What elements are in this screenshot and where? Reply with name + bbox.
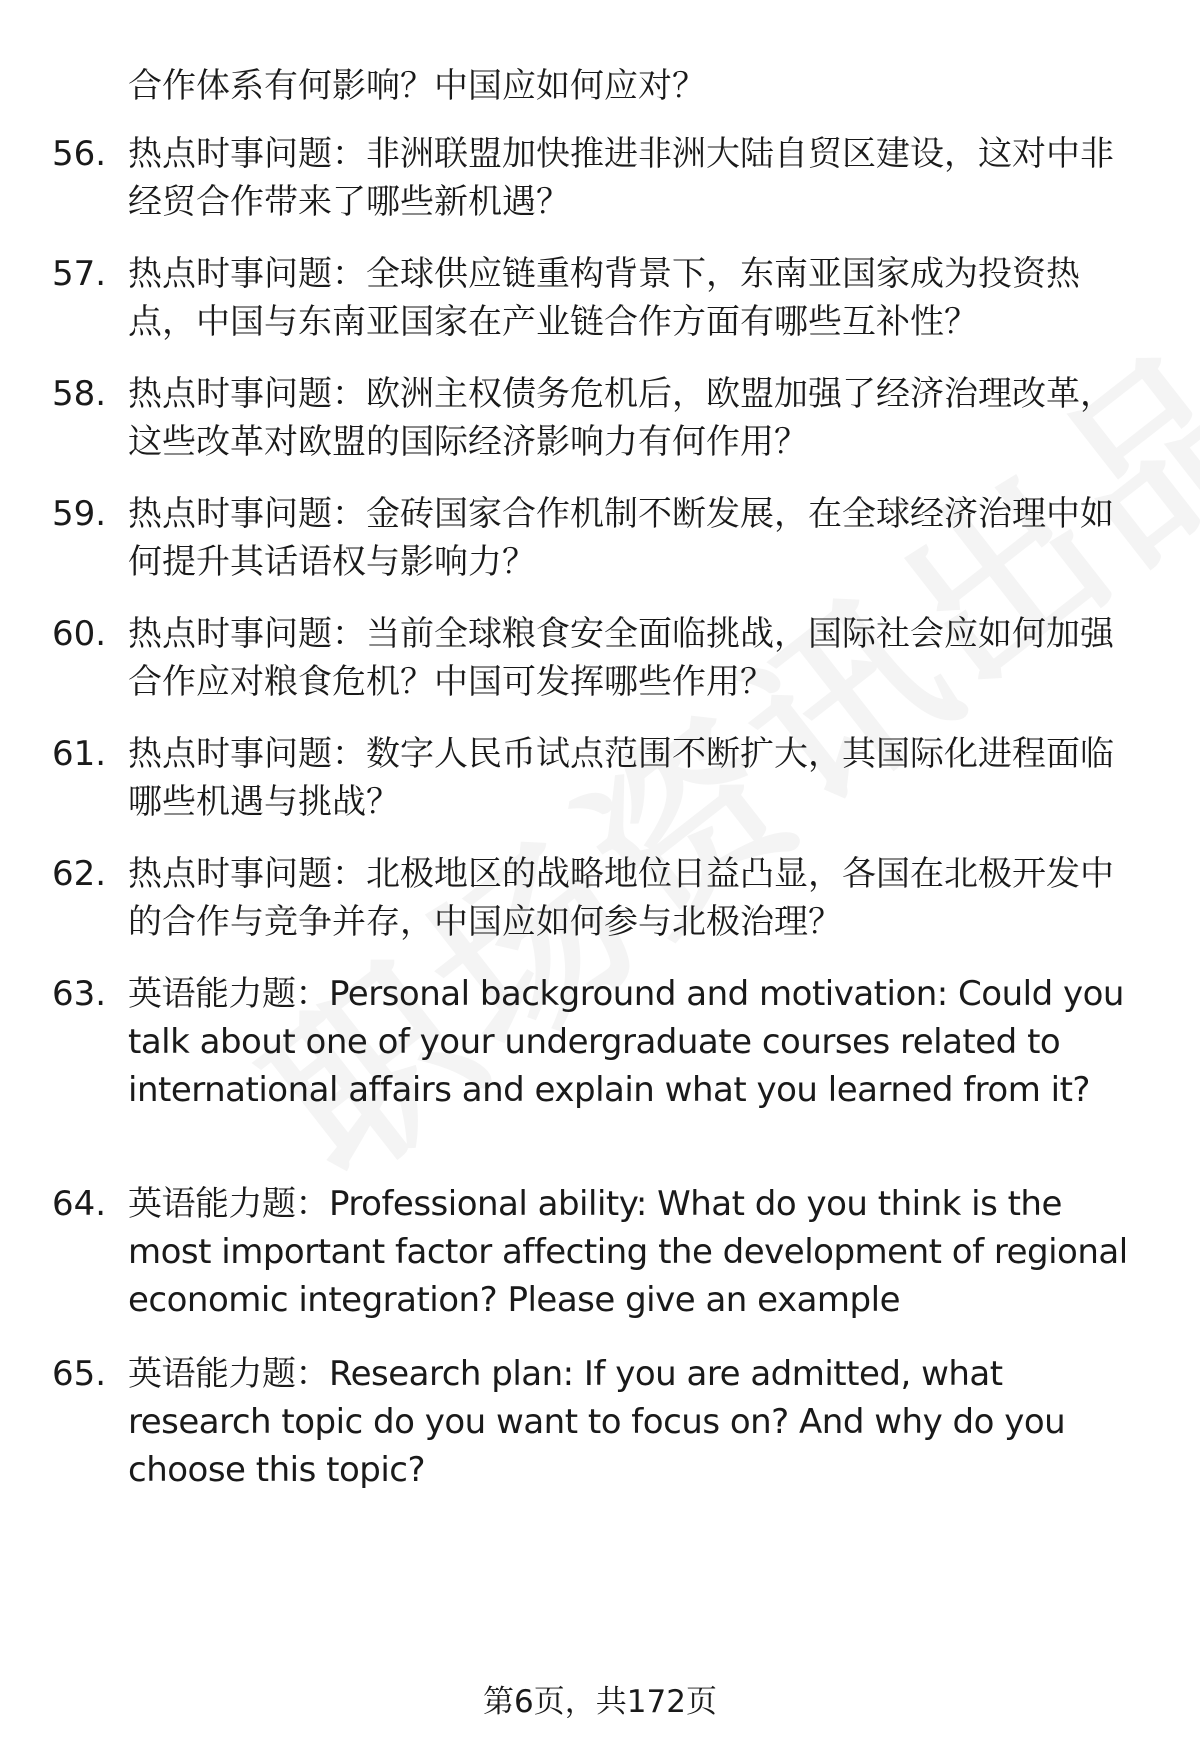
question-number: 58. [52,374,107,414]
question-number: 65. [52,1354,107,1394]
question-number: 61. [52,734,107,774]
question-number: 64. [52,1184,107,1224]
question-text: 英语能力题：Research plan: If you are admitted, what research topic do you want to focus on? And why do you choose this topic? [128,1354,1066,1490]
page-footer: 第6页，共172页 [483,1684,717,1720]
question-number: 57. [52,254,107,294]
question-text: 英语能力题：Professional ability: What do you think is the most important factor affecting the development of regional economic integration? Please give an example [128,1184,1128,1320]
question-text: 热点时事问题：金砖国家合作机制不断发展，在全球经济治理中如何提升其话语权与影响力？ [128,494,1114,582]
question-text: 英语能力题：Personal background and motivation: Could you talk about one of your undergraduate courses related to international affairs and explain what you learned from it? [128,974,1124,1110]
question-text: 热点时事问题：全球供应链重构背景下，东南亚国家成为投资热点，中国与东南亚国家在产业链合作方面有哪些互补性？ [128,254,1080,342]
question-text: 热点时事问题：当前全球粮食安全面临挑战，国际社会应如何加强合作应对粮食危机？中国可发挥哪些作用？ [128,614,1114,702]
question-number: 60. [52,614,107,654]
question-number: 59. [52,494,107,534]
question-number: 63. [52,974,107,1014]
continued-question-text: 合作体系有何影响？中国应如何应对？ [128,66,706,106]
question-number: 62. [52,854,107,894]
question-number: 56. [52,134,107,174]
question-text: 热点时事问题：数字人民币试点范围不断扩大，其国际化进程面临哪些机遇与挑战？ [128,734,1114,822]
question-text: 热点时事问题：北极地区的战略地位日益凸显，各国在北极开发中的合作与竞争并存，中国应如何参与北极治理？ [128,854,1114,942]
question-text: 热点时事问题：欧洲主权债务危机后，欧盟加强了经济治理改革，这些改革对欧盟的国际经济影响力有何作用？ [128,374,1114,462]
question-text: 热点时事问题：非洲联盟加快推进非洲大陆自贸区建设，这对中非经贸合作带来了哪些新机遇？ [128,134,1114,222]
